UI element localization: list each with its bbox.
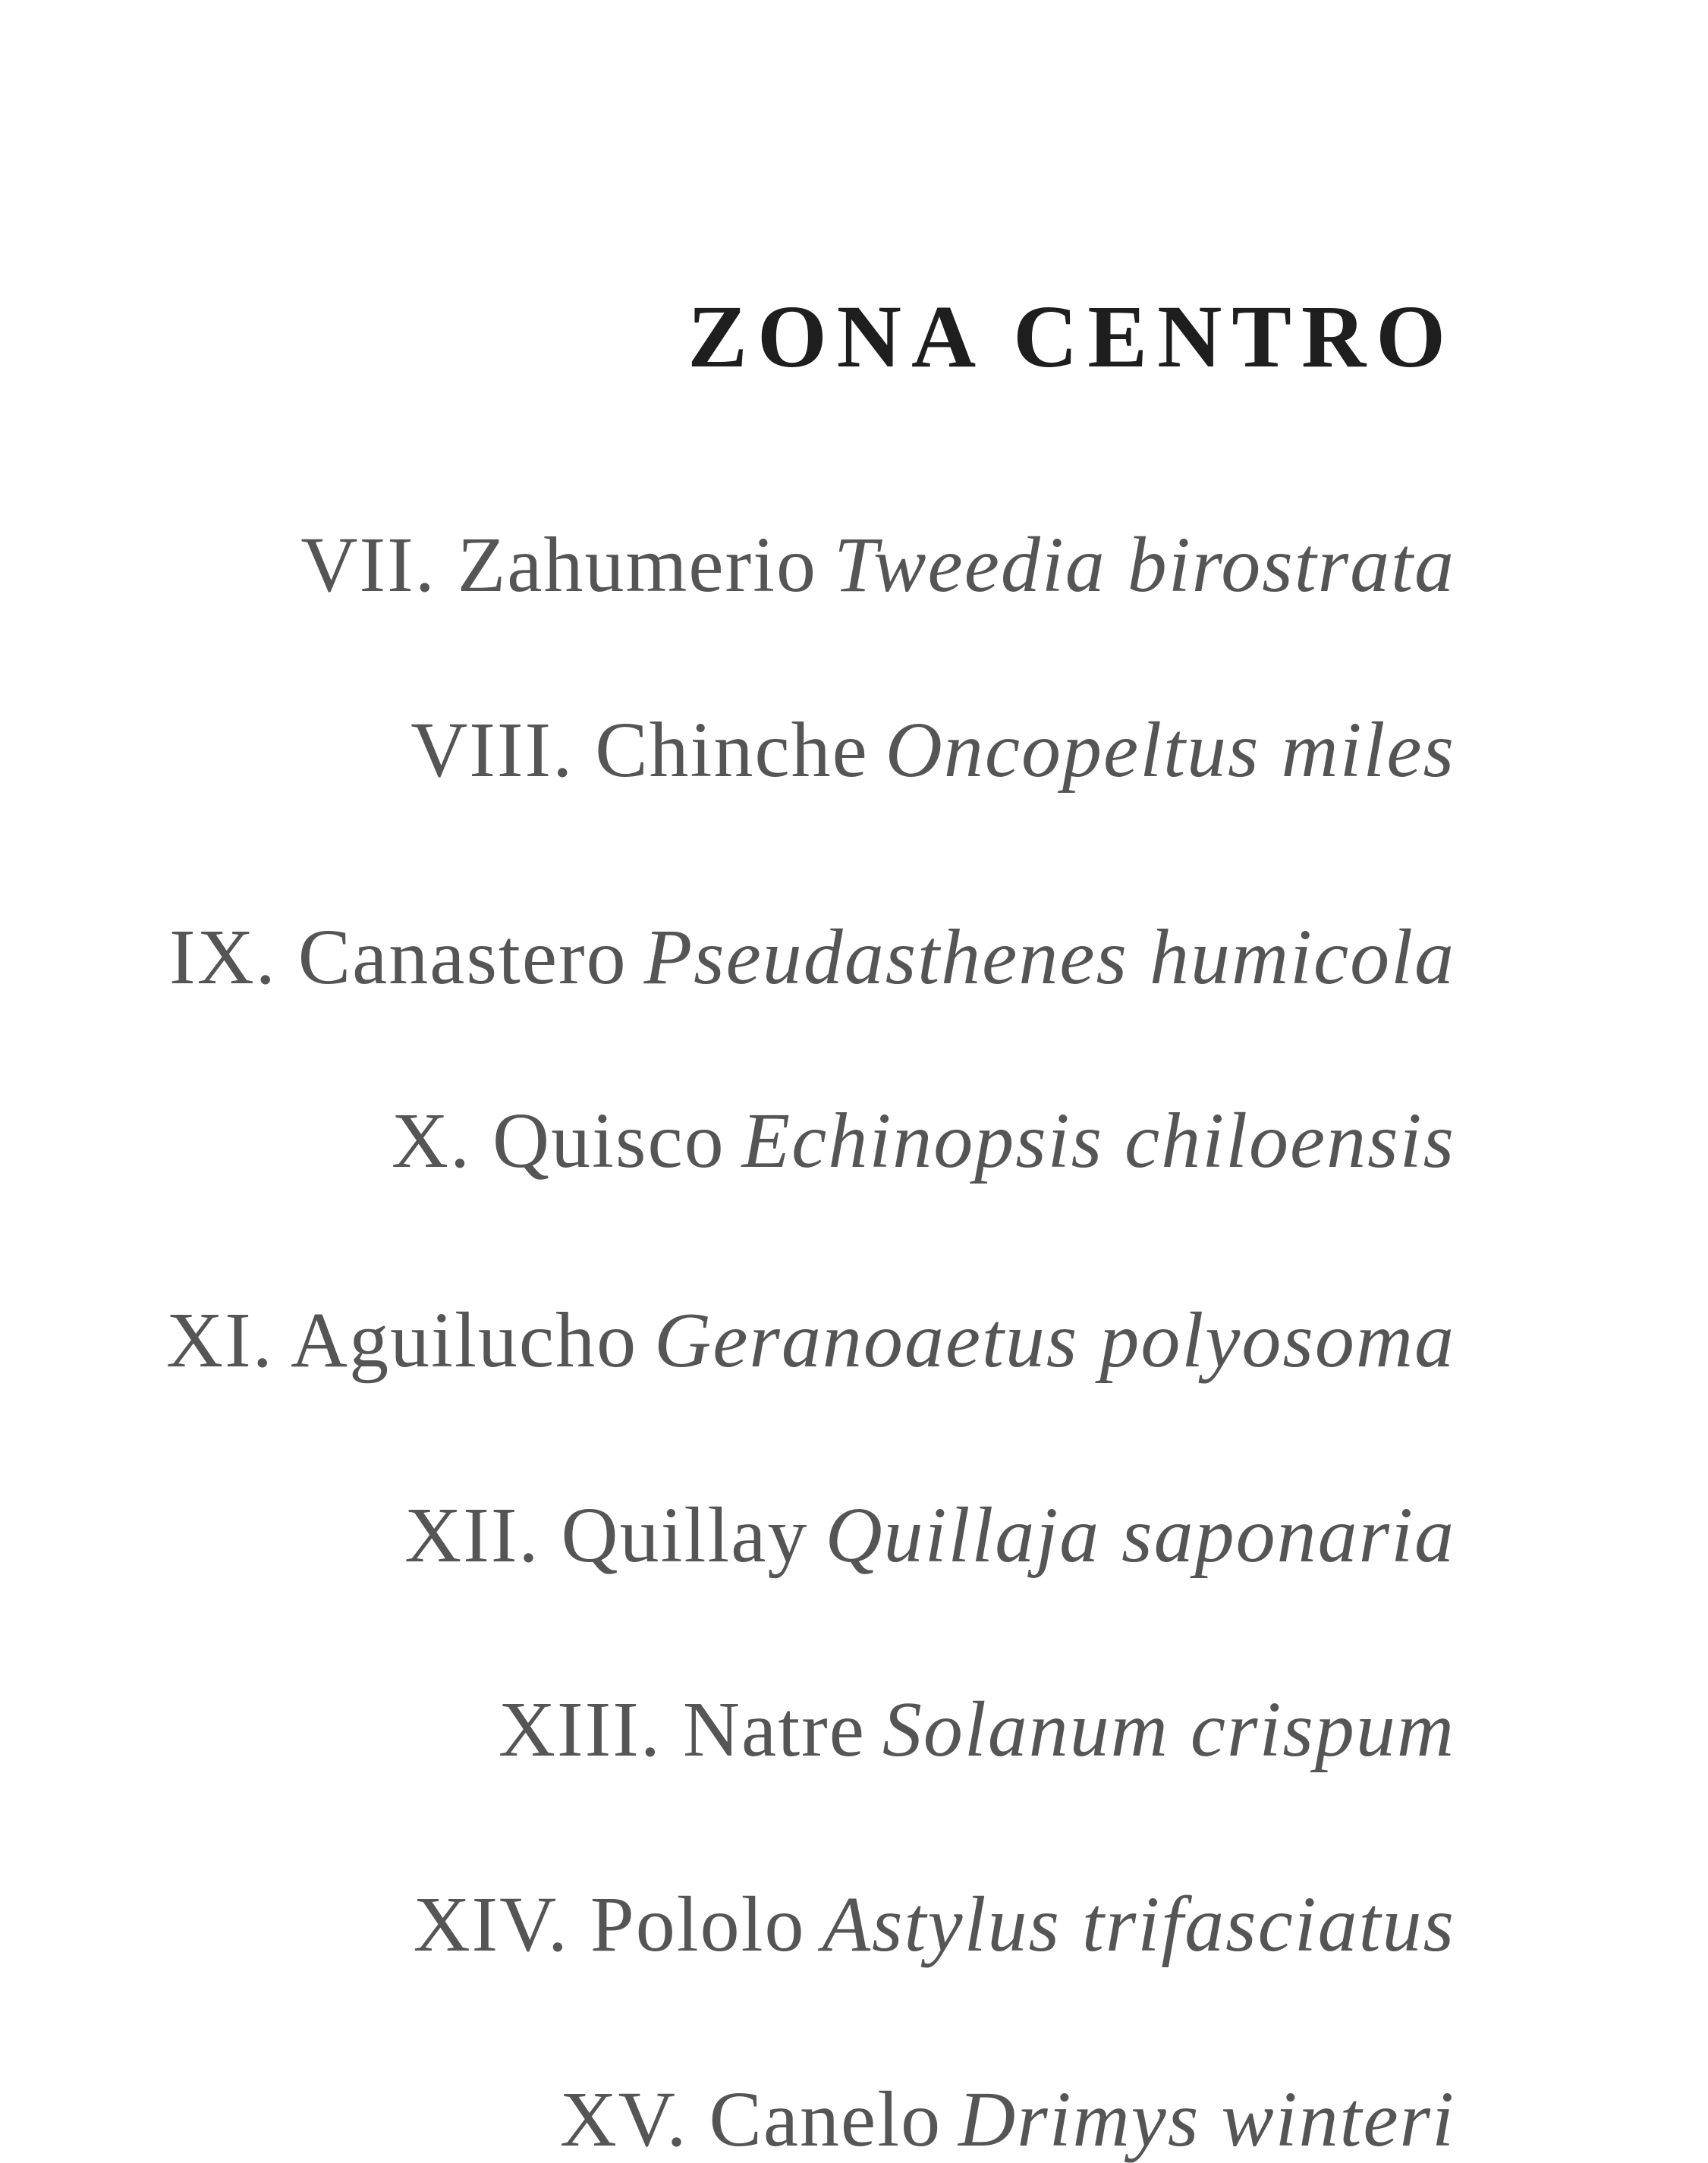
scientific-name: Quillaja saponaria xyxy=(825,1492,1455,1579)
scientific-name: Drimys winteri xyxy=(958,2076,1455,2163)
common-name: VIII. Chinche xyxy=(410,706,869,794)
scientific-name: Geranoaetus polyosoma xyxy=(654,1297,1455,1384)
species-entry xyxy=(413,1881,1455,1968)
common-name: XII. Quillay xyxy=(404,1492,809,1579)
scientific-name: Pseudasthenes humicola xyxy=(643,913,1455,1001)
section-title: ZONA CENTRO xyxy=(687,287,1455,386)
scientific-name: Solanum crispum xyxy=(882,1686,1455,1773)
species-entry xyxy=(404,1492,1455,1579)
species-entry xyxy=(410,706,1455,794)
common-name: XV. Canelo xyxy=(559,2076,942,2163)
common-name: XI. Aguilucho xyxy=(166,1297,638,1384)
species-entry xyxy=(559,2076,1455,2163)
species-entry xyxy=(166,1297,1455,1384)
common-name: IX. Canastero xyxy=(169,913,628,1001)
scientific-name: Echinopsis chiloensis xyxy=(741,1097,1455,1184)
species-entry xyxy=(498,1686,1455,1773)
common-name: XIII. Natre xyxy=(498,1686,866,1773)
common-name: VII. Zahumerio xyxy=(300,521,818,608)
common-name: XIV. Pololo xyxy=(413,1881,806,1968)
species-entry xyxy=(169,913,1455,1001)
scientific-name: Tweedia birostrata xyxy=(834,521,1455,608)
species-entry xyxy=(300,521,1455,608)
scientific-name: Oncopeltus miles xyxy=(885,706,1455,794)
species-entry xyxy=(391,1097,1455,1184)
scientific-name: Astylus trifasciatus xyxy=(822,1881,1455,1968)
common-name: X. Quisco xyxy=(391,1097,725,1184)
